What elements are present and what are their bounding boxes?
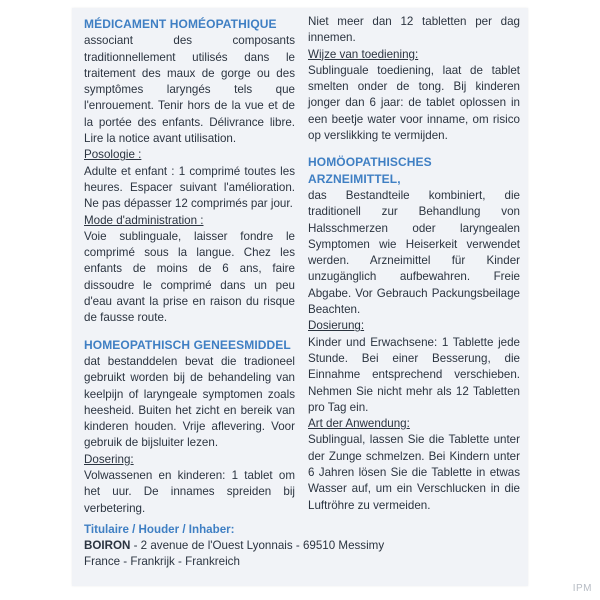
- spacer: [84, 327, 295, 335]
- nl-dosage-label: Dosering:: [84, 452, 134, 466]
- de-dosage-text: Kinder und Erwachsene: 1 Tablette jede Stunde. Bei einer Besserung, die Einnahme entsprechend verschieben. Nehmen Sie nicht mehr als 12 Tabletten pro Tag ein.: [308, 335, 520, 414]
- de-dosage-label: Dosierung:: [308, 319, 365, 333]
- holder-label: Titulaire / Houder / Inhaber:: [84, 523, 235, 536]
- company-name: BOIRON: [84, 539, 131, 552]
- fr-admin-label: Mode d'administration :: [84, 213, 204, 227]
- nl-admin-text: Sublinguale toediening, laat de tablet smelten onder de tong. Bij kinderen jonger dan 6 jaar: de tablet oplossen in een beetje water voor inname, om risico op verslikking te vermijden.: [308, 63, 520, 143]
- left-column: [84, 14, 295, 517]
- fr-heading: MÉDICAMENT HOMÉOPATHIQUE: [84, 17, 277, 31]
- fr-admin-text: Voie sublinguale, laisser fondre le comprimé sous la langue. Chez les enfants de moins de 6 ans, faire dissoudre le comprimé dans un peu d'eau avant la prise en raison du risque de fausse route.: [84, 229, 295, 325]
- spacer: [308, 144, 520, 152]
- watermark: IPM: [572, 583, 592, 594]
- de-admin-label: Art der Anwendung:: [308, 417, 410, 431]
- nl-heading: HOMEOPATHISCH GENEESMIDDEL: [84, 337, 291, 352]
- de-heading: HOMÖOPATHISCHES ARZNEIMITTEL,: [308, 155, 432, 186]
- de-admin-text: Sublingual, lassen Sie die Tablette unter der Zunge schmelzen. Bei Kindern unter 6 Jahren lösen Sie die Tablette in etwas Wasser auf, um ein Verschlucken in die Luftröhre zu vermeiden.: [308, 433, 520, 512]
- nl-admin-label: Wijze van toediening:: [308, 47, 419, 61]
- holder-address-line: [84, 538, 520, 554]
- fr-description: associant des composants traditionnellement utilisés dans le traitement des maux de gorge ou des symptômes laryngés tels que l'enrouement. Tenir hors de la vue et de la portée des enfants. Délivrance libre. Lire la notice avant utilisation.: [84, 34, 295, 146]
- leaflet-panel: [72, 8, 528, 586]
- nl-dosage-continued: Niet meer dan 12 tabletten per dag innemen.: [308, 15, 520, 45]
- holder-country: France - Frankrijk - Frankreich: [84, 555, 240, 568]
- fr-posology-text: Adulte et enfant : 1 comprimé toutes les heures. Espacer suivant l'amélioration. Ne pas dépasser 12 comprimés par jour.: [84, 164, 295, 211]
- nl-description: dat bestanddelen bevat die tradioneel gebruikt worden bij de behandeling van keelpijn of laryngeale symptomen zoals heesheid. Buiten het zicht en bereik van kinderen houden. Vrije aflevering. Voor gebruik de bijsluiter lezen.: [84, 354, 295, 450]
- right-column: [308, 14, 520, 514]
- de-description: das Bestandteile kombiniert, die traditionell zur Behandlung von Halsschmerzen oder laryngealen Symptomen wie Heiserkeit verwendet werden. Arzneimittel für Kinder unzugänglich aufbewahren. Freie Abgabe. Vor Gebrauch Packungsbeilage Beachten.: [308, 188, 520, 317]
- holder-footer: [84, 522, 520, 570]
- nl-dosage-text: Volwassenen en kinderen: 1 tablet om het uur. De innames spreiden bij verbetering.: [84, 469, 295, 515]
- fr-posology-label: Posologie :: [84, 148, 142, 162]
- company-address: - 2 avenue de l'Ouest Lyonnais - 69510 Messimy: [130, 539, 385, 552]
